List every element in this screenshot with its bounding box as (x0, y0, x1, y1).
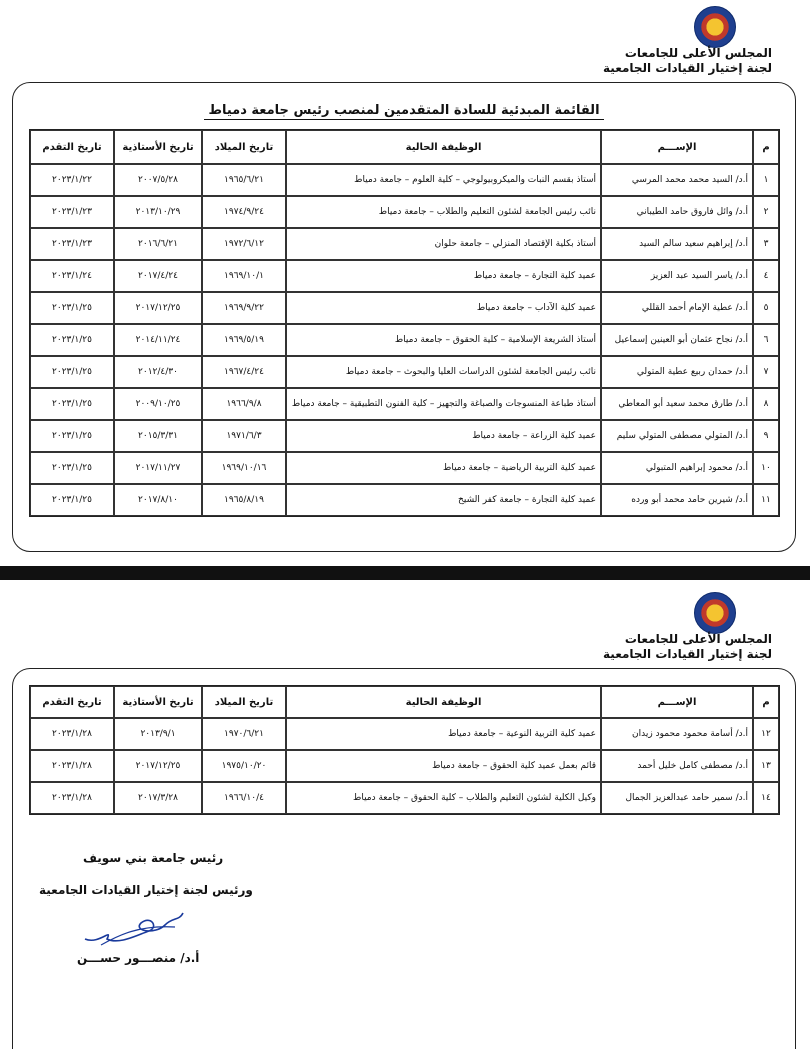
cell-name: أ.د/ أسامة محمود محمود زيدان (601, 718, 753, 750)
cell-birth: ١٩٧١/٦/٣ (202, 420, 286, 452)
signer-title-1: رئيس جامعة بني سويف (83, 851, 224, 865)
cell-job: أستاذ بكلية الإقتصاد المنزلي – جامعة حلوان (286, 228, 601, 260)
cell-prof: ٢٠١٣/٩/١ (114, 718, 202, 750)
cell-name: أ.د/ طارق محمد سعيد أبو المعاطي (601, 388, 753, 420)
cell-num: ١٣ (753, 750, 779, 782)
cell-num: ٣ (753, 228, 779, 260)
cell-birth: ١٩٦٧/٤/٢٤ (202, 356, 286, 388)
cell-num: ٨ (753, 388, 779, 420)
cell-job: نائب رئيس الجامعة لشئون الدراسات العليا والبحوث – جامعة دمياط (286, 356, 601, 388)
col-prof: تاريخ الأستاذية (114, 686, 202, 718)
cell-job: قائم بعمل عميد كلية الحقوق – جامعة دمياط (286, 750, 601, 782)
cell-prof: ٢٠١٣/١٠/٢٩ (114, 196, 202, 228)
col-job: الوظيفة الحالية (286, 686, 601, 718)
org-header (603, 46, 772, 76)
cell-job: عميد كلية الزراعة – جامعة دمياط (286, 420, 601, 452)
cell-birth: ١٩٦٦/١٠/٤ (202, 782, 286, 814)
cell-job: وكيل الكلية لشئون التعليم والطلاب – كلية الحقوق – جامعة دمياط (286, 782, 601, 814)
cell-applied: ٢٠٢٣/١/٢٥ (30, 388, 114, 420)
col-applied: تاريخ التقدم (30, 130, 114, 164)
table-header (30, 686, 779, 718)
cell-job: أستاذ طباعة المنسوجات والصباغة والتجهيز – كلية الفنون التطبيقية – جامعة دمياط (286, 388, 601, 420)
cell-job: عميد كلية التجارة – جامعة كفر الشيخ (286, 484, 601, 516)
cell-name: أ.د/ نجاح عثمان أبو العينين إسماعيل (601, 324, 753, 356)
table-row (30, 452, 779, 484)
col-num: م (753, 130, 779, 164)
cell-prof: ٢٠١٦/٦/٢١ (114, 228, 202, 260)
cell-prof: ٢٠١٥/٣/٣١ (114, 420, 202, 452)
applicants-table-1 (29, 129, 780, 517)
cell-name: أ.د/ محمود إبراهيم المتبولي (601, 452, 753, 484)
applicants-table-2 (29, 685, 780, 815)
table-row (30, 356, 779, 388)
cell-name: أ.د/ المتولي مصطفى المتولي سليم (601, 420, 753, 452)
table-row (30, 484, 779, 516)
cell-num: ١٤ (753, 782, 779, 814)
cell-name: أ.د/ ياسر السيد عبد العزيز (601, 260, 753, 292)
list-frame (12, 82, 796, 552)
table-row (30, 292, 779, 324)
table-row (30, 260, 779, 292)
signer-name: أ.د/ منصـــور حســـن (77, 951, 200, 965)
org-line-1: المجلس الأعلى للجامعات (624, 632, 772, 646)
cell-birth: ١٩٦٥/٨/١٩ (202, 484, 286, 516)
cell-job: أستاذ بقسم النبات والميكروبيولوجي – كلية العلوم – جامعة دمياط (286, 164, 601, 196)
col-name: الإســـم (601, 130, 753, 164)
cell-birth: ١٩٦٦/٩/٨ (202, 388, 286, 420)
cell-birth: ١٩٧٢/٦/١٢ (202, 228, 286, 260)
cell-applied: ٢٠٢٣/١/٢٥ (30, 452, 114, 484)
cell-birth: ١٩٧٥/١٠/٢٠ (202, 750, 286, 782)
cell-applied: ٢٠٢٣/١/٢٥ (30, 356, 114, 388)
cell-birth: ١٩٧٠/٦/٢١ (202, 718, 286, 750)
cell-applied: ٢٠٢٣/١/٢٣ (30, 228, 114, 260)
cell-applied: ٢٠٢٣/١/٢٥ (30, 420, 114, 452)
table-row (30, 718, 779, 750)
cell-applied: ٢٠٢٣/١/٢٥ (30, 484, 114, 516)
cell-job: أستاذ الشريعة الإسلامية – كلية الحقوق – جامعة دمياط (286, 324, 601, 356)
cell-birth: ١٩٦٥/٦/٢١ (202, 164, 286, 196)
handwritten-signature (79, 905, 189, 951)
org-header (603, 632, 772, 662)
cell-num: ٦ (753, 324, 779, 356)
col-birth: تاريخ الميلاد (202, 686, 286, 718)
cell-applied: ٢٠٢٣/١/٢٥ (30, 292, 114, 324)
cell-name: أ.د/ شيرين حامد محمد أبو ورده (601, 484, 753, 516)
cell-prof: ٢٠١٧/٨/١٠ (114, 484, 202, 516)
col-num: م (753, 686, 779, 718)
table-row (30, 782, 779, 814)
table-row (30, 420, 779, 452)
col-birth: تاريخ الميلاد (202, 130, 286, 164)
cell-birth: ١٩٧٤/٩/٢٤ (202, 196, 286, 228)
table-header (30, 130, 779, 164)
cell-num: ٢ (753, 196, 779, 228)
cell-job: عميد كلية الآداب – جامعة دمياط (286, 292, 601, 324)
cell-job: نائب رئيس الجامعة لشئون التعليم والطلاب – جامعة دمياط (286, 196, 601, 228)
cell-birth: ١٩٦٩/١٠/١ (202, 260, 286, 292)
cell-num: ١٠ (753, 452, 779, 484)
cell-prof: ٢٠١٧/٤/٢٤ (114, 260, 202, 292)
cell-applied: ٢٠٢٣/١/٢٨ (30, 718, 114, 750)
cell-num: ٧ (753, 356, 779, 388)
cell-num: ١١ (753, 484, 779, 516)
cell-applied: ٢٠٢٣/١/٢٨ (30, 750, 114, 782)
cell-birth: ١٩٦٩/٩/٢٢ (202, 292, 286, 324)
cell-prof: ٢٠٠٧/٥/٢٨ (114, 164, 202, 196)
cell-prof: ٢٠١٧/١١/٢٧ (114, 452, 202, 484)
cell-applied: ٢٠٢٣/١/٢٨ (30, 782, 114, 814)
council-logo (694, 592, 736, 634)
col-job: الوظيفة الحالية (286, 130, 601, 164)
cell-name: أ.د/ عطية الإمام أحمد القللي (601, 292, 753, 324)
cell-num: ٤ (753, 260, 779, 292)
cell-name: أ.د/ مصطفى كامل خليل أحمد (601, 750, 753, 782)
cell-job: عميد كلية التجارة – جامعة دمياط (286, 260, 601, 292)
cell-applied: ٢٠٢٣/١/٢٣ (30, 196, 114, 228)
col-name: الإســـم (601, 686, 753, 718)
cell-birth: ١٩٦٩/١٠/١٦ (202, 452, 286, 484)
cell-applied: ٢٠٢٣/١/٢٥ (30, 324, 114, 356)
cell-num: ٩ (753, 420, 779, 452)
cell-name: أ.د/ سمير حامد عبدالعزيز الجمال (601, 782, 753, 814)
org-line-2: لجنة إختيار القيادات الجامعية (603, 647, 772, 661)
signer-title-2: ورئيس لجنة إختيار القيادات الجامعية (39, 883, 253, 897)
cell-name: أ.د/ السيد محمد محمد المرسي (601, 164, 753, 196)
cell-name: أ.د/ وائل فاروق حامد الطيباني (601, 196, 753, 228)
cell-applied: ٢٠٢٣/١/٢٢ (30, 164, 114, 196)
col-prof: تاريخ الأستاذية (114, 130, 202, 164)
cell-prof: ٢٠١٧/١٢/٢٥ (114, 750, 202, 782)
table-row (30, 388, 779, 420)
table-row (30, 750, 779, 782)
cell-prof: ٢٠١٧/٣/٢٨ (114, 782, 202, 814)
cell-prof: ٢٠١٢/٤/٣٠ (114, 356, 202, 388)
cell-num: ٥ (753, 292, 779, 324)
cell-name: أ.د/ حمدان ربيع عطية المتولي (601, 356, 753, 388)
cell-num: ١٢ (753, 718, 779, 750)
page-2 (0, 580, 810, 1024)
cell-prof: ٢٠١٧/١٢/٢٥ (114, 292, 202, 324)
cell-num: ١ (753, 164, 779, 196)
cell-name: أ.د/ إبراهيم سعيد سالم السيد (601, 228, 753, 260)
cell-job: عميد كلية التربية الرياضية – جامعة دمياط (286, 452, 601, 484)
cell-applied: ٢٠٢٣/١/٢٤ (30, 260, 114, 292)
list-title: القائمة المبدئية للسادة المتقدمين لمنصب رئيس جامعة دمياط (13, 103, 795, 118)
cell-job: عميد كلية التربية النوعية – جامعة دمياط (286, 718, 601, 750)
table-row (30, 324, 779, 356)
org-line-2: لجنة إختيار القيادات الجامعية (603, 61, 772, 75)
cell-birth: ١٩٦٩/٥/١٩ (202, 324, 286, 356)
table-row (30, 228, 779, 260)
col-applied: تاريخ التقدم (30, 686, 114, 718)
cell-prof: ٢٠٠٩/١٠/٢٥ (114, 388, 202, 420)
table-row (30, 196, 779, 228)
council-logo (694, 6, 736, 48)
page-divider (0, 566, 810, 580)
org-line-1: المجلس الأعلى للجامعات (624, 46, 772, 60)
list-frame (12, 668, 796, 1049)
cell-prof: ٢٠١٤/١١/٢٤ (114, 324, 202, 356)
table-row (30, 164, 779, 196)
